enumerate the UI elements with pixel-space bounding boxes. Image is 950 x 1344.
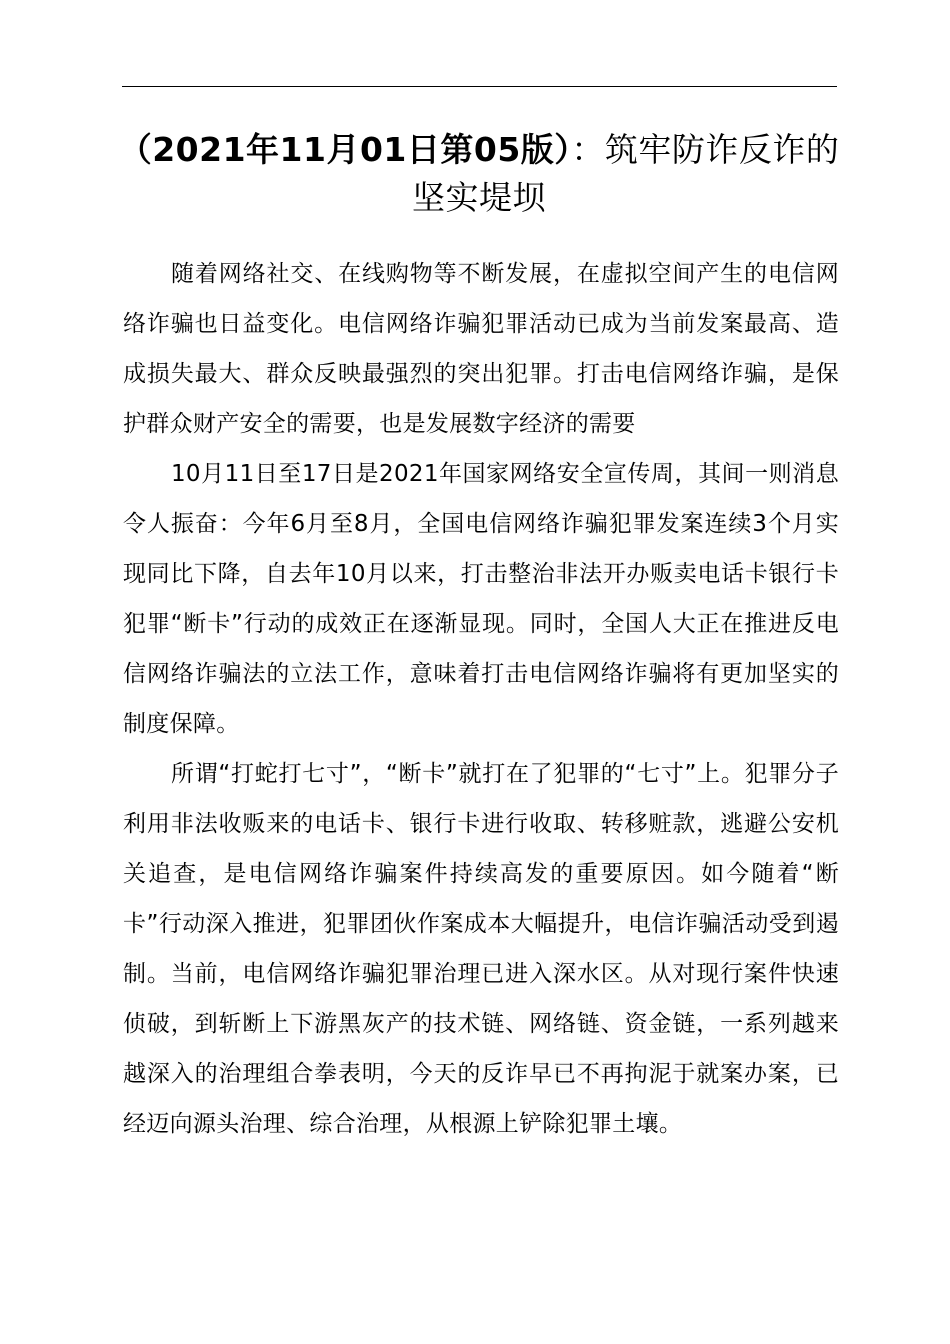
article-title-headline: ：筑牢防诈反诈的坚实堤坝 — [412, 130, 840, 217]
paragraph-2: 10月11日至17日是2021年国家网络安全宣传周，其间一则消息令人振奋：今年6月至8月，全国电信网络诈骗犯罪发案连续3个月实现同比下降，自去年10月以来，打击整治非法开办贩卖电话卡银行卡犯罪“断卡”行动的成效正在逐渐显现。同时，全国人大正在推进反电信网络诈骗法的立法工作，意味着打击电信网络诈骗将有更加坚实的制度保障。 — [123, 461, 839, 737]
article-title-date-edition: （2021年11月01日第05版） — [118, 130, 572, 169]
article-body — [123, 249, 839, 1149]
paragraph-1: 随着网络社交、在线购物等不断发展，在虚拟空间产生的电信网络诈骗也日益变化。电信网络诈骗犯罪活动已成为当前发案最高、造成损失最大、群众反映最强烈的突出犯罪。打击电信网络诈骗，是保护群众财产安全的需要，也是发展数字经济的需要 — [123, 261, 839, 437]
article-title — [118, 126, 840, 222]
header-rule — [122, 86, 837, 87]
paragraph-3: 所谓“打蛇打七寸”，“断卡”就打在了犯罪的“七寸”上。犯罪分子利用非法收贩来的电话卡、银行卡进行收取、转移赃款，逃避公安机关追查，是电信网络诈骗案件持续高发的重要原因。如今随着“断卡”行动深入推进，犯罪团伙作案成本大幅提升，电信诈骗活动受到遏制。当前，电信网络诈骗犯罪治理已进入深水区。从对现行案件快速侦破，到斩断上下游黑灰产的技术链、网络链、资金链，一系列越来越深入的治理组合拳表明，今天的反诈早已不再拘泥于就案办案，已经迈向源头治理、综合治理，从根源上铲除犯罪土壤。 — [123, 761, 839, 1137]
